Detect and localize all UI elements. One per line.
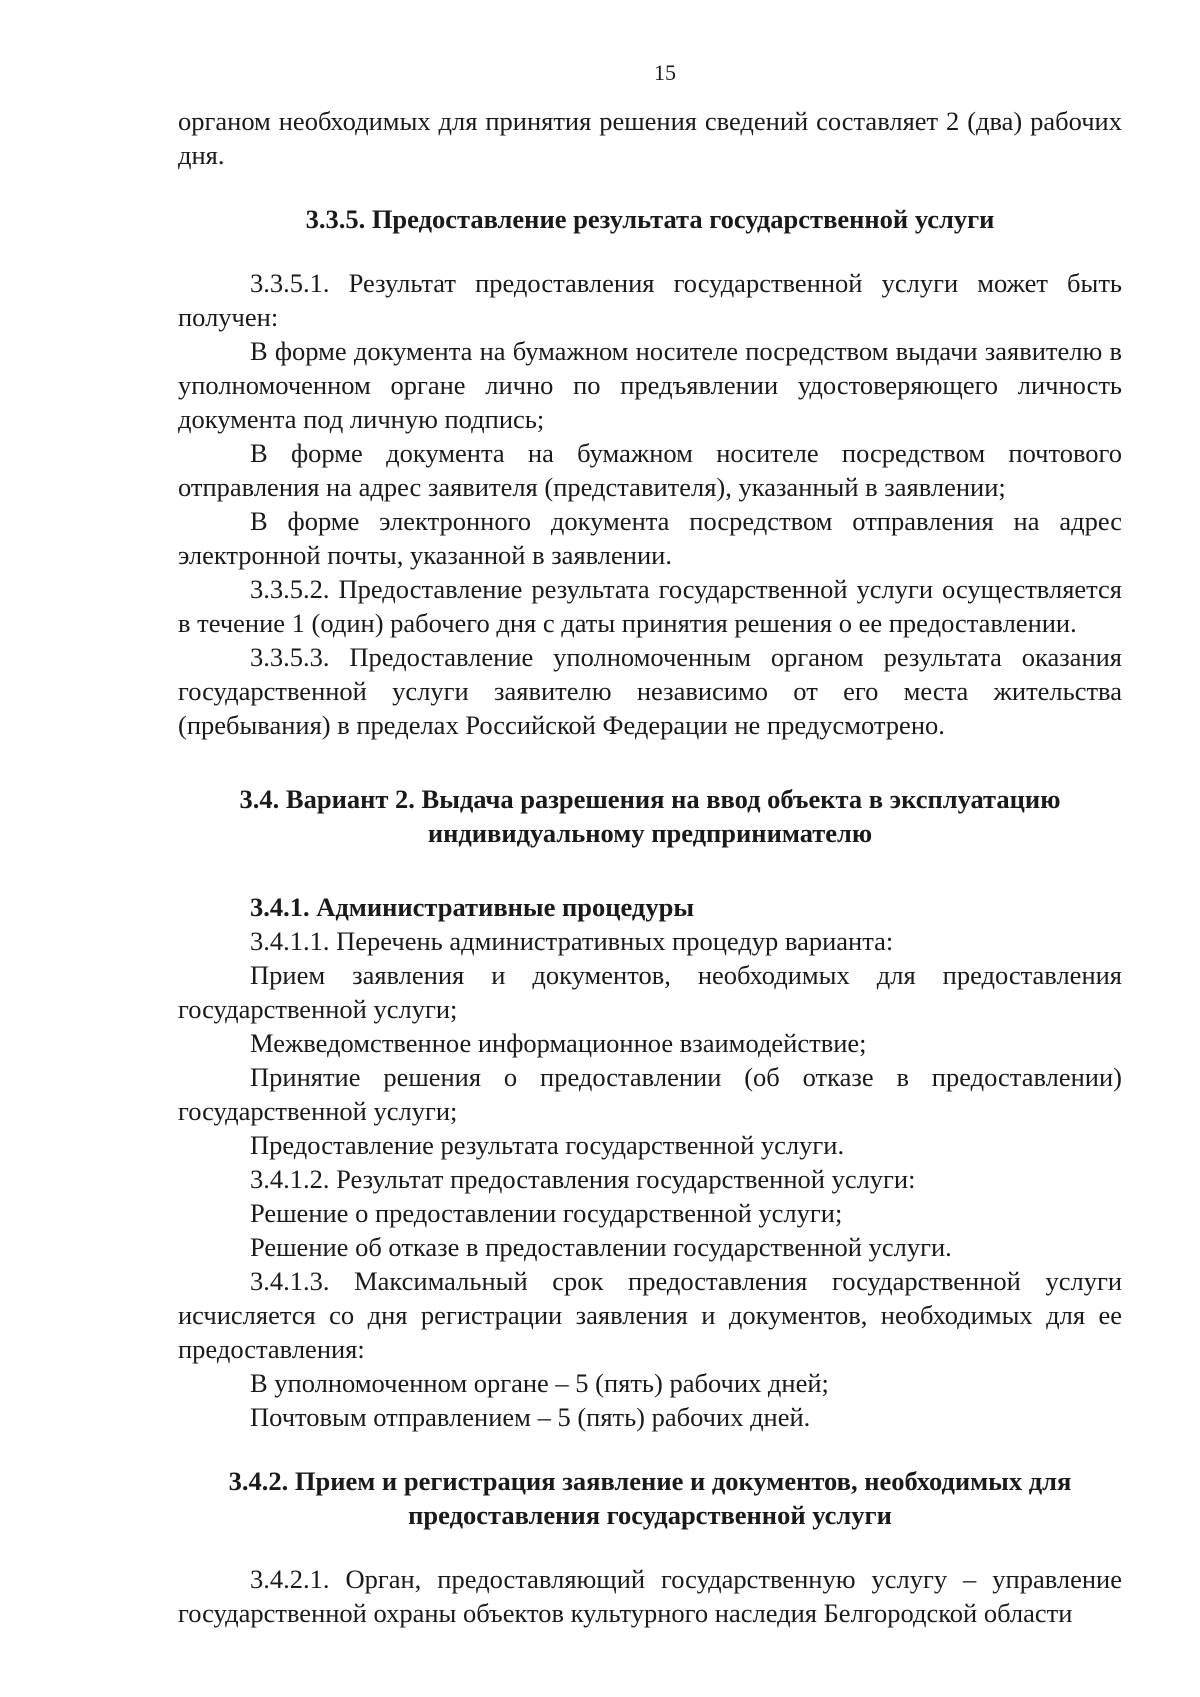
paragraph-continuation: органом необходимых для принятия решения сведений составляет 2 (два) рабочих дня. (178, 106, 1122, 170)
paragraph-3-4-1-1: 3.4.1.1. Перечень административных процедур варианта: (250, 926, 894, 956)
heading-3-4-2: 3.4.2. Прием и регистрация заявление и документов, необходимых для предоставления государственной услуги (228, 1466, 1072, 1530)
paragraph-3-3-5-2: 3.3.5.2. Предоставление результата государственной услуги осуществляется в течение 1 (один) рабочего дня с даты принятия решения о ее предоставлении. (178, 574, 1122, 638)
page-number: 15 (654, 60, 676, 85)
paragraph-form-paper-in-person: В форме документа на бумажном носителе посредством выдачи заявителю в уполномоченном органе лично по предъявлении удостоверяющего личность документа под личную подпись; (178, 336, 1122, 434)
list-item-term-mail: Почтовым отправлением – 5 (пять) рабочих дней. (250, 1402, 811, 1432)
list-item-procedure-decision: Принятие решения о предоставлении (об отказе в предоставлении) государственной услуги; (178, 1062, 1122, 1126)
list-item-result-approval: Решение о предоставлении государственной услуги; (250, 1198, 843, 1228)
paragraph-3-3-5-3: 3.3.5.3. Предоставление уполномоченным органом результата оказания государственной услуги заявителю независимо от его места жительства (пребывания) в пределах Российской Федерации не предусмотрено. (178, 642, 1122, 740)
list-item-result-refusal: Решение об отказе в предоставлении государственной услуги. (250, 1232, 952, 1262)
paragraph-3-4-1-3: 3.4.1.3. Максимальный срок предоставления государственной услуги исчисляется со дня регистрации заявления и документов, необходимых для ее предоставления: (178, 1266, 1122, 1364)
heading-3-4-1: 3.4.1. Административные процедуры (250, 892, 695, 922)
heading-3-3-5: 3.3.5. Предоставление результата государственной услуги (305, 204, 995, 234)
heading-3-4: 3.4. Вариант 2. Выдача разрешения на ввод объекта в эксплуатацию индивидуальному предпринимателю (239, 784, 1061, 848)
paragraph-3-3-5-1: 3.3.5.1. Результат предоставления государственной услуги может быть получен: (178, 268, 1122, 332)
paragraph-3-4-1-2: 3.4.1.2. Результат предоставления государственной услуги: (250, 1164, 916, 1194)
paragraph-3-4-2-1: 3.4.2.1. Орган, предоставляющий государственную услугу – управление государственной охраны объектов культурного наследия Белгородской области (178, 1564, 1122, 1628)
list-item-procedure-reception: Прием заявления и документов, необходимых для предоставления государственной услуги; (178, 960, 1122, 1024)
paragraph-form-electronic: В форме электронного документа посредством отправления на адрес электронной почты, указанной в заявлении. (178, 506, 1122, 570)
list-item-term-authority: В уполномоченном органе – 5 (пять) рабочих дней; (250, 1368, 829, 1398)
list-item-procedure-interagency: Межведомственное информационное взаимодействие; (250, 1028, 867, 1058)
list-item-procedure-result: Предоставление результата государственной услуги. (250, 1130, 845, 1160)
paragraph-form-paper-mail: В форме документа на бумажном носителе посредством почтового отправления на адрес заявителя (представителя), указанный в заявлении; (178, 438, 1122, 502)
